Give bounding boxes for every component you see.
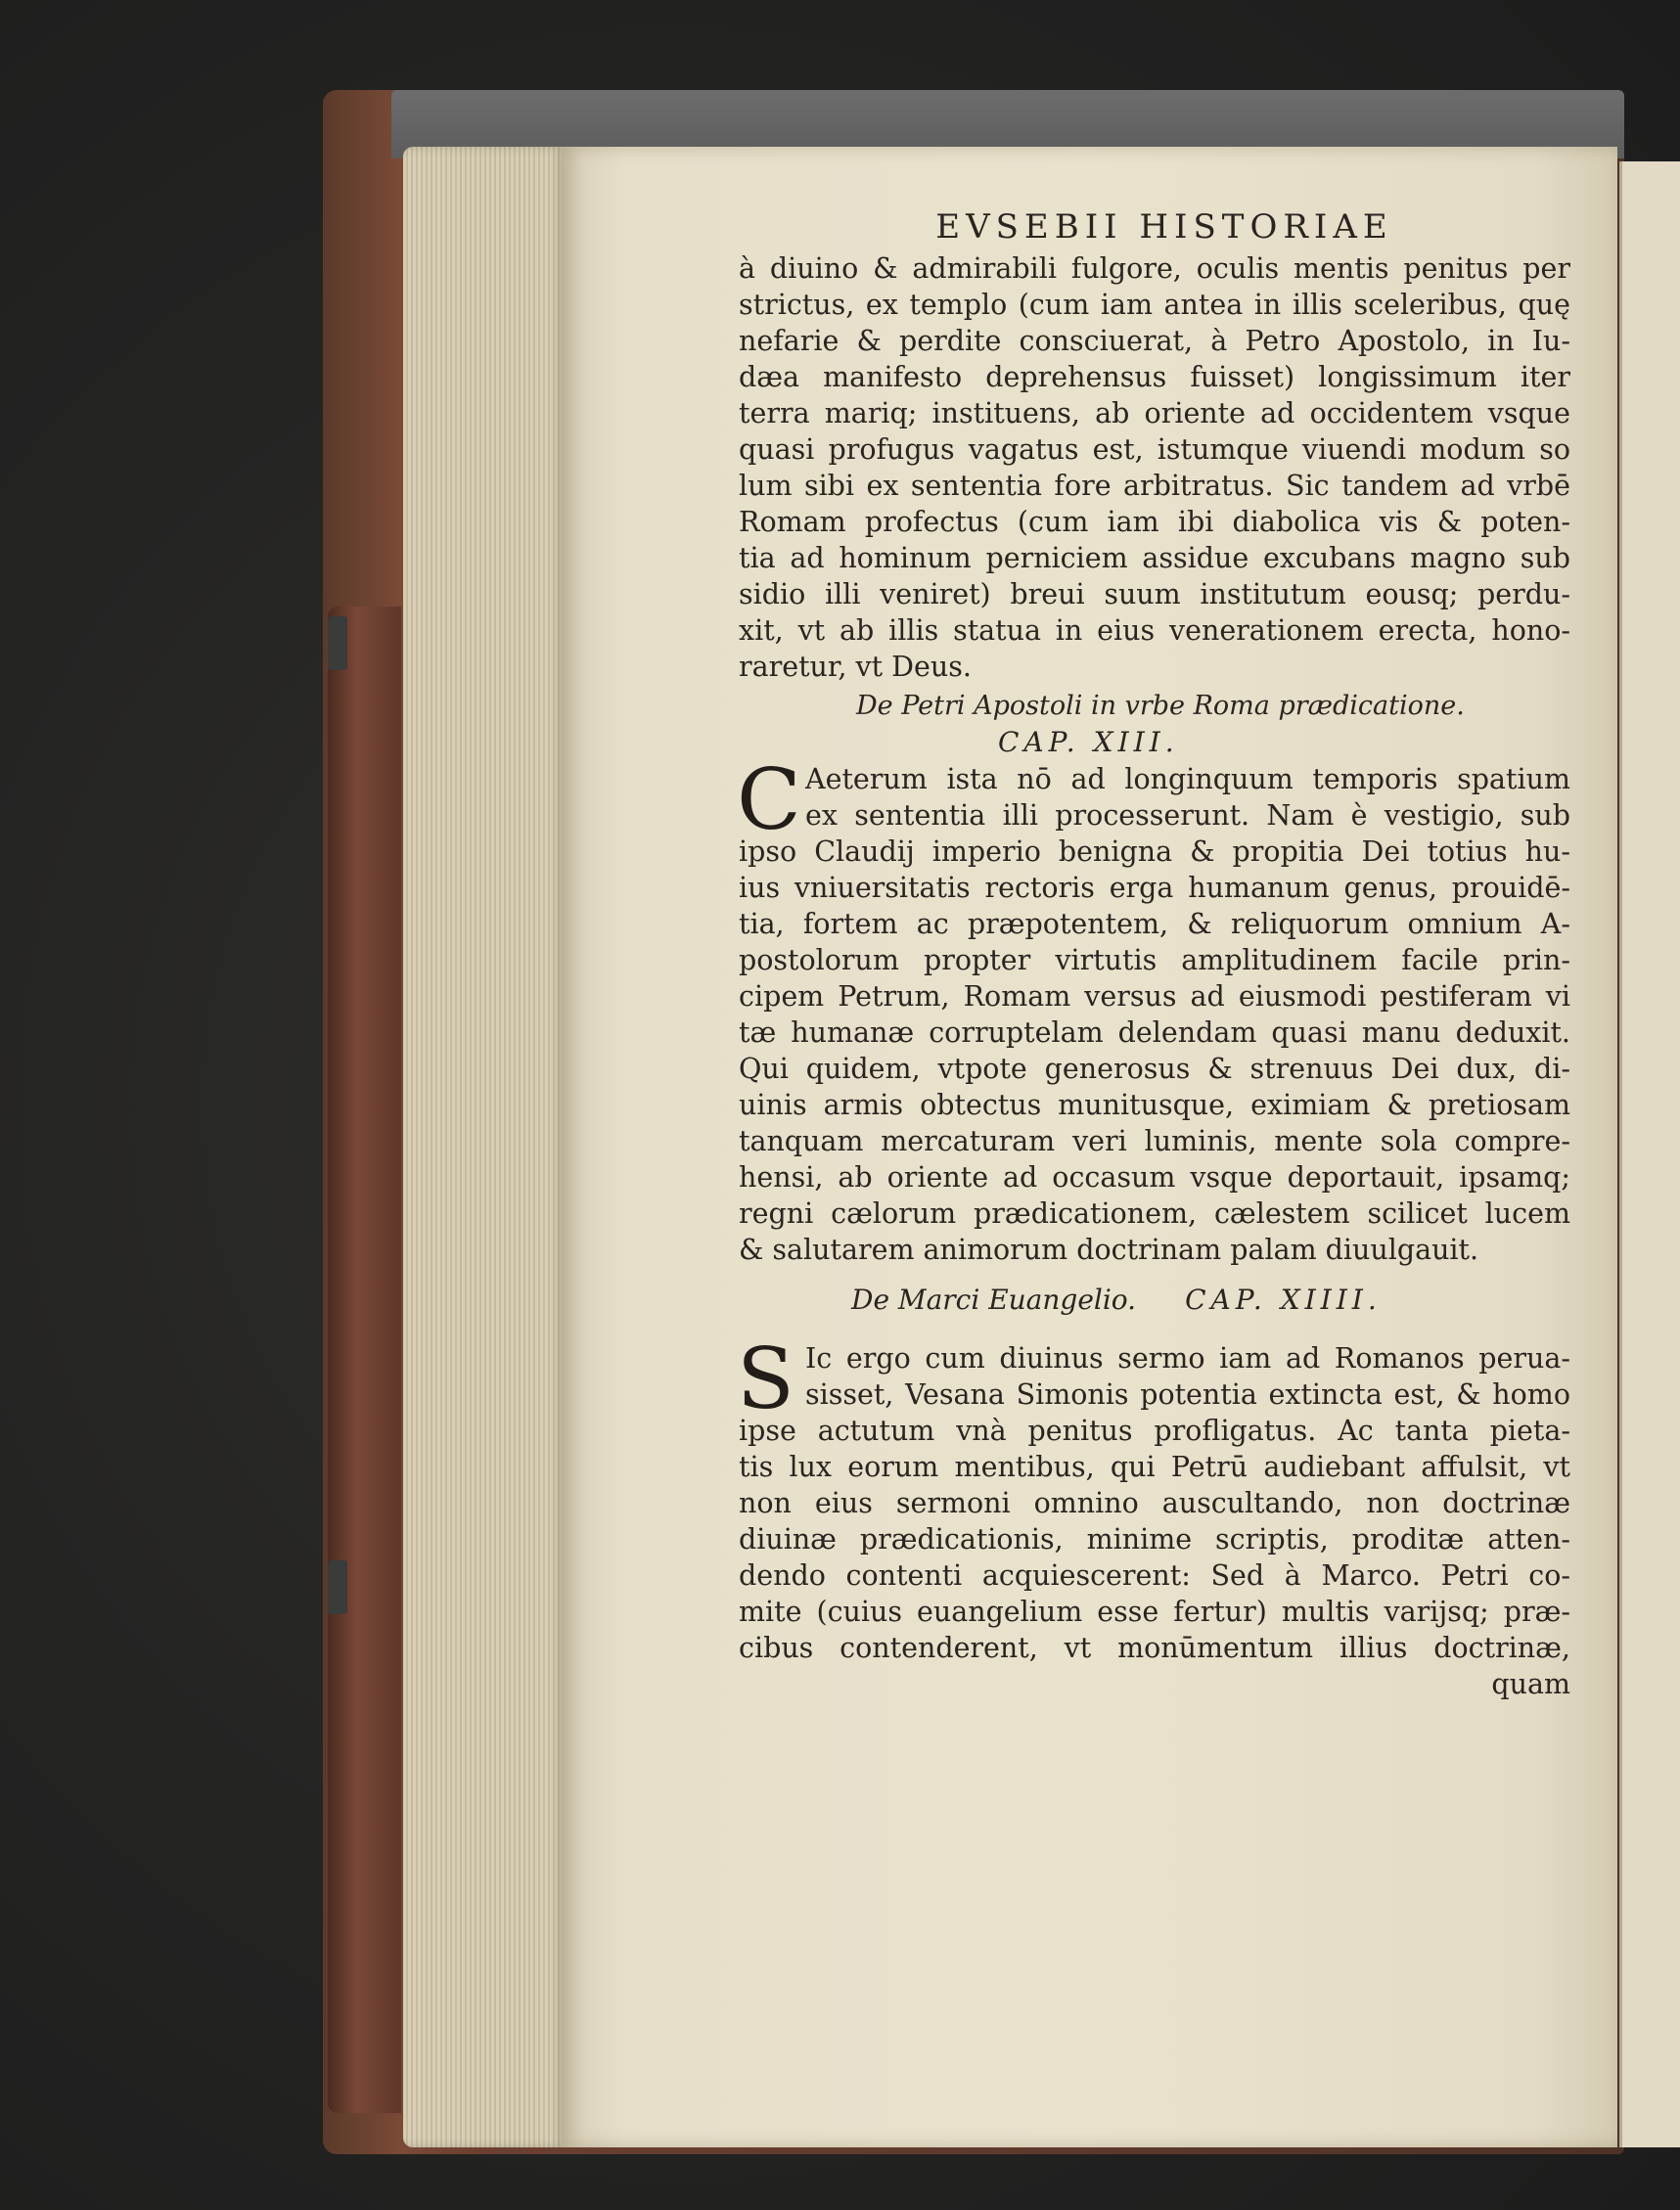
text-line: tanquam mercaturam veri luminis, mente sola compre- — [739, 1125, 1570, 1157]
book-clasp-upper — [328, 616, 347, 670]
text-line: xit, vt ab illis statua in eius venerationem erecta, hono- — [739, 614, 1570, 647]
chapter-13-drop-cap: C — [737, 751, 801, 849]
text-line: tia ad hominum perniciem assidue excubans magno sub — [739, 542, 1570, 574]
text-line: strictus, ex templo (cum iam antea in illis sceleribus, quę — [739, 289, 1570, 321]
text-line: Aeterum ista nō ad longinquum temporis spatium — [805, 763, 1570, 795]
text-line: non eius sermoni omnino auscultando, non doctrinæ — [739, 1487, 1570, 1519]
text-line: sidio illi veniret) breui suum institutum eousq; perdu- — [739, 578, 1570, 610]
text-line: sisset, Vesana Simonis potentia extincta est, & homo — [805, 1378, 1570, 1411]
text-line: & salutarem animorum doctrinam palam diuulgauit. — [739, 1234, 1479, 1266]
text-line: tæ humanæ corruptelam delendam quasi manu deduxit. — [739, 1016, 1570, 1049]
chapter-14-heading — [739, 1268, 1570, 1327]
chapter-14-drop-cap: S — [737, 1331, 795, 1428]
text-line: cibus contenderent, vt monūmentum illius doctrinæ, — [739, 1632, 1570, 1664]
catchword: quam — [1491, 1668, 1570, 1700]
text-line: ius vniuersitatis rectoris erga humanum genus, prouidē- — [739, 872, 1570, 904]
text-line: uinis armis obtectus munitusque, eximiam & pretiosam — [739, 1089, 1570, 1121]
text-line: regni cælorum prædicationem, cælestem scilicet lucem — [739, 1197, 1570, 1230]
text-line: ex sententia illi processerunt. Nam è vestigio, sub — [805, 799, 1570, 832]
chapter-13-number: CAP. XIII. — [998, 726, 1179, 758]
chapter-13-title: De Petri Apostoli in vrbe Roma prædicatione. — [856, 691, 1465, 721]
text-line: à diuino & admirabili fulgore, oculis mentis penitus per — [739, 252, 1570, 285]
facing-page-edge — [1619, 161, 1680, 2147]
text-line: raretur, vt Deus. — [739, 651, 972, 683]
text-line: nefarie & perdite consciuerat, à Petro Apostolo, in Iu- — [739, 325, 1570, 357]
chapter-13-body — [737, 751, 1570, 1268]
text-line: dæa manifesto deprehensus fuisset) longissimum iter — [739, 361, 1570, 393]
text-line: lum sibi ex sententia fore arbitratus. Sic tandem ad vrbē — [739, 470, 1570, 502]
text-line: dendo contenti acquiescerent: Sed à Marco. Petri co- — [739, 1559, 1570, 1592]
text-line: terra mariq; instituens, ab oriente ad occidentem vsque — [739, 397, 1570, 429]
page-edges — [403, 147, 565, 2147]
chapter-14-title: De Marci Euangelio. — [851, 1284, 1137, 1316]
text-line: Ic ergo cum diuinus sermo iam ad Romanos perua- — [805, 1342, 1570, 1375]
text-line: tis lux eorum mentibus, qui Petrū audiebant affulsit, vt — [739, 1451, 1570, 1483]
text-line: ipso Claudij imperio benigna & propitia Dei totius hu- — [739, 835, 1570, 868]
text-line: cipem Petrum, Romam versus ad eiusmodi pestiferam vi — [739, 980, 1570, 1013]
chapter-14-body — [737, 1331, 1570, 1702]
text-line: quasi profugus vagatus est, istumque viuendi modum so — [739, 433, 1570, 466]
text-line: mite (cuius euangelium esse fertur) multis varijsq; præ- — [739, 1596, 1570, 1628]
text-line: diuinæ prædicationis, minime scriptis, proditæ atten- — [739, 1523, 1570, 1556]
text-line: postolorum propter virtutis amplitudinem facile prin- — [739, 944, 1570, 976]
text-line: ipse actutum vnà penitus profligatus. Ac tanta pieta- — [739, 1415, 1570, 1447]
book-clasp-lower — [328, 1560, 347, 1614]
book-spine — [328, 607, 401, 2113]
running-head: EVSEBII HISTORIAE — [935, 207, 1393, 247]
text-line: tia, fortem ac præpotentem, & reliquorum omnium A- — [739, 908, 1570, 940]
text-line: hensi, ab oriente ad occasum vsque deportauit, ipsamq; — [739, 1161, 1570, 1194]
section1 — [739, 250, 1570, 685]
page-text-block — [739, 203, 1570, 1702]
text-line: Qui quidem, vtpote generosus & strenuus Dei dux, di- — [739, 1053, 1570, 1085]
text-line: Romam profectus (cum iam ibi diabolica vis & poten- — [739, 506, 1570, 538]
chapter-14-number: CAP. XIIII. — [1185, 1284, 1382, 1316]
